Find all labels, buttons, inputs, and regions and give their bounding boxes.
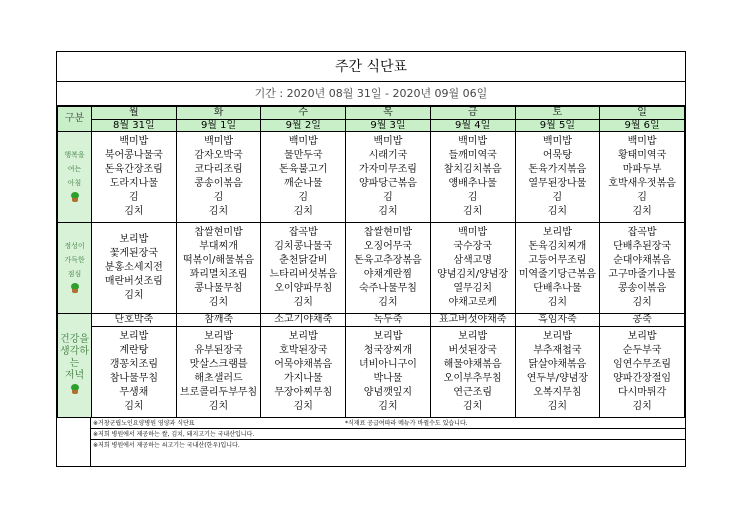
meal-row	[58, 132, 685, 223]
notes-area	[91, 418, 685, 466]
plant-icon	[70, 192, 80, 202]
menu-item: 물만두국	[283, 150, 323, 161]
meal-row	[58, 223, 685, 314]
menu-item: 보리밥	[542, 227, 572, 238]
menu-item: 부대찌개	[199, 241, 238, 252]
menu-item: 잡곡밥	[288, 227, 318, 238]
date-header-row	[58, 120, 685, 132]
menu-item: 김치	[293, 401, 313, 412]
footnote	[91, 440, 685, 451]
menu-item: 오이양파무침	[274, 283, 333, 294]
menu-item: 야채계란찜	[363, 269, 413, 280]
menu-item: 김치	[124, 401, 144, 412]
menu-item: 어묵야채볶음	[274, 359, 333, 370]
menu-item: 춘천닭갈비	[279, 255, 328, 266]
meal-label-line: 가득한	[64, 255, 85, 264]
menu-item: 열무김치	[453, 283, 492, 294]
menu-item: 김	[637, 192, 647, 203]
menu-item: 마파두부	[622, 164, 662, 175]
menu-item: 김치	[124, 290, 144, 301]
menu-item: 해물야채볶음	[443, 359, 502, 370]
menu-cell	[92, 327, 177, 418]
menu-item: 돈육가지볶음	[528, 164, 587, 175]
menu-item: 백미밥	[458, 136, 488, 147]
menu-item: 버섯된장국	[448, 345, 497, 356]
footnote-right: *식재료 공급여따라 메뉴가 바뀔수도 있습니다.	[345, 420, 468, 427]
porridge-item: 콩죽	[600, 314, 685, 327]
menu-item: 콩나물무침	[194, 283, 243, 294]
menu-item: 김치	[208, 297, 229, 308]
notes-left-blank	[57, 418, 91, 466]
menu-item: 백미밥	[458, 227, 488, 238]
menu-cell	[346, 327, 431, 418]
menu-item: 콩송이볶음	[617, 283, 667, 294]
menu-item: 김치	[293, 206, 313, 217]
footnote	[91, 429, 685, 440]
menu-item: 무장아찌무침	[274, 387, 333, 398]
menu-item: 국수장국	[453, 241, 492, 252]
porridge-item: 흑임자죽	[515, 314, 600, 327]
menu-cell	[92, 223, 177, 314]
porridge-item: 참깨죽	[176, 314, 261, 327]
menu-cell	[176, 223, 261, 314]
menu-item: 코다리조림	[194, 164, 243, 175]
menu-item: 오이부추무침	[443, 373, 502, 384]
menu-item: 열무된장나물	[528, 178, 587, 189]
menu-item: 보리밥	[373, 331, 403, 342]
menu-item: 양파간장절임	[613, 373, 672, 384]
menu-cell	[346, 223, 431, 314]
menu-item: 매란버섯조림	[104, 276, 163, 287]
day-name: 일	[600, 107, 685, 120]
menu-item: 청국장찌개	[363, 345, 413, 356]
menu-cell	[515, 132, 600, 223]
menu-item: 보리밥	[288, 331, 318, 342]
menu-item: 얭배추나물	[448, 178, 497, 189]
menu-item: 잡곡밥	[627, 227, 657, 238]
menu-item: 김치	[632, 297, 652, 308]
day-header-row	[58, 107, 685, 120]
menu-cell	[92, 132, 177, 223]
menu-item: 계란탕	[119, 345, 149, 356]
menu-item: 갱꽁치조림	[109, 359, 158, 370]
menu-item: 고구마줄기나물	[608, 269, 676, 280]
meal-label-lunch	[58, 223, 92, 314]
page-title: 주간 식단표	[57, 52, 685, 82]
menu-item: 김치	[378, 401, 398, 412]
menu-table	[57, 106, 685, 418]
menu-item: 고등어무조림	[528, 255, 587, 266]
menu-cell	[430, 327, 515, 418]
menu-item: 순두부국	[622, 345, 662, 356]
day-name: 수	[261, 107, 346, 120]
day-name: 월	[92, 107, 177, 120]
meal-row	[58, 327, 685, 418]
menu-item: 백미밥	[204, 136, 234, 147]
menu-item: 백미밥	[542, 136, 572, 147]
menu-cell	[515, 223, 600, 314]
menu-item: 단배추나물	[533, 283, 582, 294]
footnote-text: ※저희 병원에서 제공하는 쌀, 김치, 돼지고기는 국내산입니다.	[93, 431, 255, 438]
day-date: 9월 1일	[176, 120, 261, 132]
menu-cell	[430, 132, 515, 223]
menu-item: 김	[129, 192, 139, 203]
menu-item: 들깨미역국	[448, 150, 497, 161]
day-date: 9월 6일	[600, 120, 685, 132]
menu-item: 김치	[632, 401, 652, 412]
menu-item: 김	[467, 192, 478, 203]
menu-item: 호박된장국	[279, 345, 328, 356]
day-date: 9월 2일	[261, 120, 346, 132]
day-date: 9월 5일	[515, 120, 600, 132]
meal-label-dinner	[58, 314, 92, 418]
menu-item: 숙주나물무침	[358, 283, 417, 294]
day-name: 금	[430, 107, 515, 120]
menu-item: 연두부/양념장	[526, 373, 589, 384]
menu-item: 김치콩나물국	[274, 241, 333, 252]
meal-label-line: 여는	[67, 164, 82, 173]
menu-sheet	[56, 51, 686, 467]
meal-label-line: 행복을	[64, 150, 85, 159]
menu-cell	[346, 132, 431, 223]
menu-cell	[261, 132, 346, 223]
footnote	[91, 418, 685, 429]
menu-item: 브로콜리두부무침	[179, 387, 258, 398]
footnote-text: ※거창군립노인요양병원 영양과 식단표	[93, 420, 195, 427]
menu-item: 양념김치/양념장	[437, 269, 509, 280]
porridge-item: 단호박죽	[92, 314, 177, 327]
menu-item: 돈육고추장볶음	[354, 255, 422, 266]
menu-item: 무생채	[119, 387, 149, 398]
menu-item: 보리밥	[627, 331, 657, 342]
menu-item: 시래기국	[368, 150, 408, 161]
menu-item: 김치	[632, 206, 652, 217]
meal-label-line: 아침	[67, 178, 82, 187]
menu-item: 단배추된장국	[613, 241, 672, 252]
menu-item: 도라지나물	[109, 178, 158, 189]
menu-item: 부추재첩국	[533, 345, 582, 356]
menu-item: 찹쌀현미밥	[363, 227, 413, 238]
menu-item: 유부된장국	[194, 345, 243, 356]
menu-item: 미역줄기당근볶음	[518, 269, 596, 280]
menu-item: 김	[552, 192, 563, 203]
menu-item: 닭살야채볶음	[528, 359, 587, 370]
menu-item: 김치	[208, 401, 229, 412]
menu-item: 감자오박국	[194, 150, 243, 161]
menu-item: 돈육김치찌개	[528, 241, 587, 252]
menu-item: 떡볶이/해물볶음	[183, 255, 255, 266]
menu-item: 백미밥	[627, 136, 657, 147]
plant-icon	[70, 283, 80, 293]
porridge-item: 표고버섯야채죽	[430, 314, 515, 327]
menu-cell	[261, 327, 346, 418]
menu-item: 오징어무국	[363, 241, 413, 252]
menu-item: 김치	[208, 206, 229, 217]
menu-item: 김치	[463, 206, 483, 217]
menu-item: 호박새우젓볶음	[608, 178, 676, 189]
menu-item: 북어콩나물국	[104, 150, 163, 161]
menu-item: 돈육불고기	[279, 164, 328, 175]
day-date: 9월 3일	[346, 120, 431, 132]
menu-item: 맛살스크램블	[189, 359, 248, 370]
menu-item: 김	[383, 192, 393, 203]
footnote-text: ※저희 병원에서 제공하는 쇠고기는 국내산(한우)입니다.	[93, 442, 240, 449]
day-date: 8월 31일	[92, 120, 177, 132]
menu-item: 연근조림	[453, 387, 492, 398]
menu-item: 김치	[378, 297, 398, 308]
menu-item: 박나물	[373, 373, 403, 384]
menu-cell	[600, 327, 685, 418]
menu-item: 김치	[547, 401, 568, 412]
period-line: 기간 : 2020년 08월 31일 - 2020년 09월 06일	[57, 82, 685, 106]
porridge-row	[58, 314, 685, 327]
meal-label-line: 건강을	[60, 333, 89, 345]
day-name: 토	[515, 107, 600, 120]
menu-cell	[600, 223, 685, 314]
menu-item: 보리밥	[119, 331, 149, 342]
menu-item: 김치	[378, 206, 398, 217]
menu-cell	[515, 327, 600, 418]
menu-item: 보리밥	[204, 331, 234, 342]
meal-label-line: 생각하는	[60, 345, 89, 369]
menu-item: 김	[213, 192, 224, 203]
menu-item: 깨순나물	[283, 178, 323, 189]
menu-item: 보리밥	[458, 331, 488, 342]
porridge-item: 녹두죽	[346, 314, 431, 327]
meal-label-line: 정성이	[64, 241, 85, 250]
menu-item: 참나물무침	[109, 373, 158, 384]
menu-item: 백미밥	[373, 136, 403, 147]
menu-item: 백미밥	[119, 136, 149, 147]
menu-item: 다시마튀각	[617, 387, 667, 398]
menu-item: 야채고로케	[448, 297, 497, 308]
meal-label-line: 점심	[67, 269, 82, 278]
menu-item: 순대야채볶음	[613, 255, 672, 266]
plant-icon	[70, 384, 80, 394]
menu-item: 삼색고명	[453, 255, 492, 266]
menu-cell	[176, 327, 261, 418]
menu-item: 가지나물	[283, 373, 323, 384]
menu-item: 김치	[547, 297, 568, 308]
menu-cell	[261, 223, 346, 314]
menu-item: 백미밥	[288, 136, 318, 147]
menu-item: 황태미역국	[617, 150, 667, 161]
menu-item: 꽃게된장국	[109, 248, 158, 259]
menu-cell	[176, 132, 261, 223]
menu-item: 김	[298, 192, 309, 203]
menu-item: 보리밥	[119, 234, 149, 245]
menu-item: 임연수무조림	[613, 359, 672, 370]
menu-item: 꽈리멸치조림	[189, 269, 248, 280]
menu-item: 녀비아니구이	[358, 359, 417, 370]
menu-cell	[430, 223, 515, 314]
menu-item: 어묵탕	[542, 150, 572, 161]
menu-item: 보리밥	[542, 331, 572, 342]
porridge-item: 소고기야채죽	[261, 314, 346, 327]
menu-item: 김치	[547, 206, 568, 217]
menu-cell	[600, 132, 685, 223]
menu-item: 김치	[293, 297, 313, 308]
menu-item: 오복지무침	[533, 387, 582, 398]
meal-label-breakfast	[58, 132, 92, 223]
menu-item: 콩송이볶음	[194, 178, 243, 189]
menu-item: 찹쌀현미밥	[194, 227, 243, 238]
menu-item: 김치	[463, 401, 483, 412]
menu-item: 양념깻잎지	[363, 387, 413, 398]
day-name: 화	[176, 107, 261, 120]
menu-item: 해초샐러드	[194, 373, 243, 384]
menu-item: 양파당근볶음	[358, 178, 417, 189]
menu-item: 돈육간장조림	[104, 164, 163, 175]
menu-item: 참치김치볶음	[443, 164, 502, 175]
category-header: 구분	[58, 107, 92, 132]
day-name: 목	[346, 107, 431, 120]
menu-item: 분홍소세지전	[104, 262, 163, 273]
menu-item: 느타리버섯볶음	[269, 269, 338, 280]
menu-item: 김치	[124, 206, 144, 217]
menu-item: 가자미무조림	[358, 164, 417, 175]
day-date: 9월 4일	[430, 120, 515, 132]
meal-label-line: 저녁	[64, 369, 85, 381]
